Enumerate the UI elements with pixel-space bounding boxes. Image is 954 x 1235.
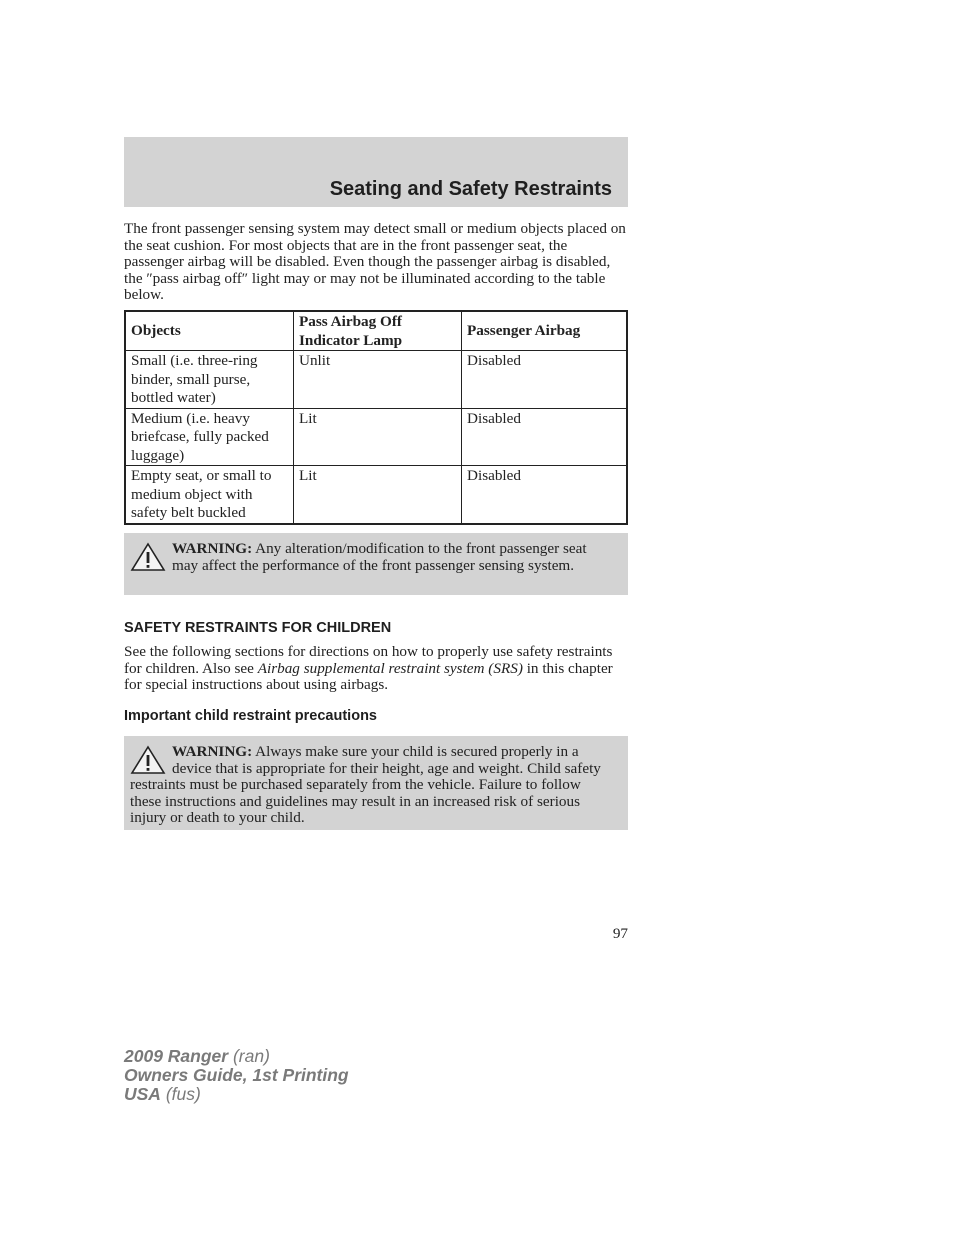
table-cell: Disabled <box>462 351 628 409</box>
footer-model: 2009 Ranger <box>124 1046 229 1066</box>
footer-edition-info <box>124 1047 349 1104</box>
warning-triangle-icon <box>130 745 166 775</box>
section-heading: SAFETY RESTRAINTS FOR CHILDREN <box>124 620 392 636</box>
table-cell: Lit <box>294 408 462 466</box>
warning-triangle-icon <box>130 542 166 572</box>
table-header-cell: Pass Airbag Off Indicator Lamp <box>294 311 462 351</box>
warning-box-child-restraint <box>124 736 628 830</box>
warning-text: Always make sure your child is secured properly in a device that is appropriate for their height, age and weight. Child safety restraints must be purchased separately from the vehicle. Failure to follow these instructions and guidelines may result in an increased risk of serious injury or death to your child. <box>130 743 601 826</box>
warning-text: Any alteration/modification to the front passenger seat may affect the performance of the front passenger sensing system. <box>172 540 587 574</box>
table-header-row <box>125 311 627 351</box>
footer-market: USA <box>124 1084 161 1104</box>
table-row <box>125 351 627 409</box>
srs-reference: Airbag supplemental restraint system (SRS) <box>257 659 523 677</box>
section-title: Seating and Safety Restraints <box>329 178 612 200</box>
table-row <box>125 466 627 524</box>
table-header-cell: Passenger Airbag <box>462 311 628 351</box>
table-cell: Lit <box>294 466 462 524</box>
paragraph-text: in this chapter for special instructions about using airbags. <box>124 659 613 693</box>
table-cell: Small (i.e. three-ring binder, small purse, bottled water) <box>125 351 294 409</box>
table-cell: Empty seat, or small to medium object with safety belt buckled <box>125 466 294 524</box>
intro-paragraph: The front passenger sensing system may detect small or medium objects placed on the seat cushion. For most objects that are in the front passenger seat, the passenger airbag will be disabled. Even though the passenger airbag is disabled, the ″pass airbag off″ light may or may not be illuminated according to the table below. <box>124 220 626 303</box>
paragraph-text: See the following sections for directions on how to properly use safety restraints for children. Also see <box>124 643 613 677</box>
table-cell: Medium (i.e. heavy briefcase, fully packed luggage) <box>125 408 294 466</box>
page-number: 97 <box>612 925 628 942</box>
warning-label: WARNING: <box>172 540 253 557</box>
section-header-band <box>124 137 628 207</box>
footer-guide: Owners Guide, 1st Printing <box>124 1065 349 1085</box>
subsection-heading: Important child restraint precautions <box>124 708 377 724</box>
table-cell: Disabled <box>462 466 628 524</box>
warning-box-seat-modification <box>124 533 628 595</box>
children-paragraph <box>124 644 628 694</box>
table-cell: Unlit <box>294 351 462 409</box>
footer-model-code: (ran) <box>228 1046 270 1066</box>
warning-label: WARNING: <box>172 743 253 760</box>
objects-table <box>124 310 628 525</box>
table-row <box>125 408 627 466</box>
table-header-cell: Objects <box>125 311 294 351</box>
table-cell: Disabled <box>462 408 628 466</box>
footer-market-code: (fus) <box>160 1084 201 1104</box>
